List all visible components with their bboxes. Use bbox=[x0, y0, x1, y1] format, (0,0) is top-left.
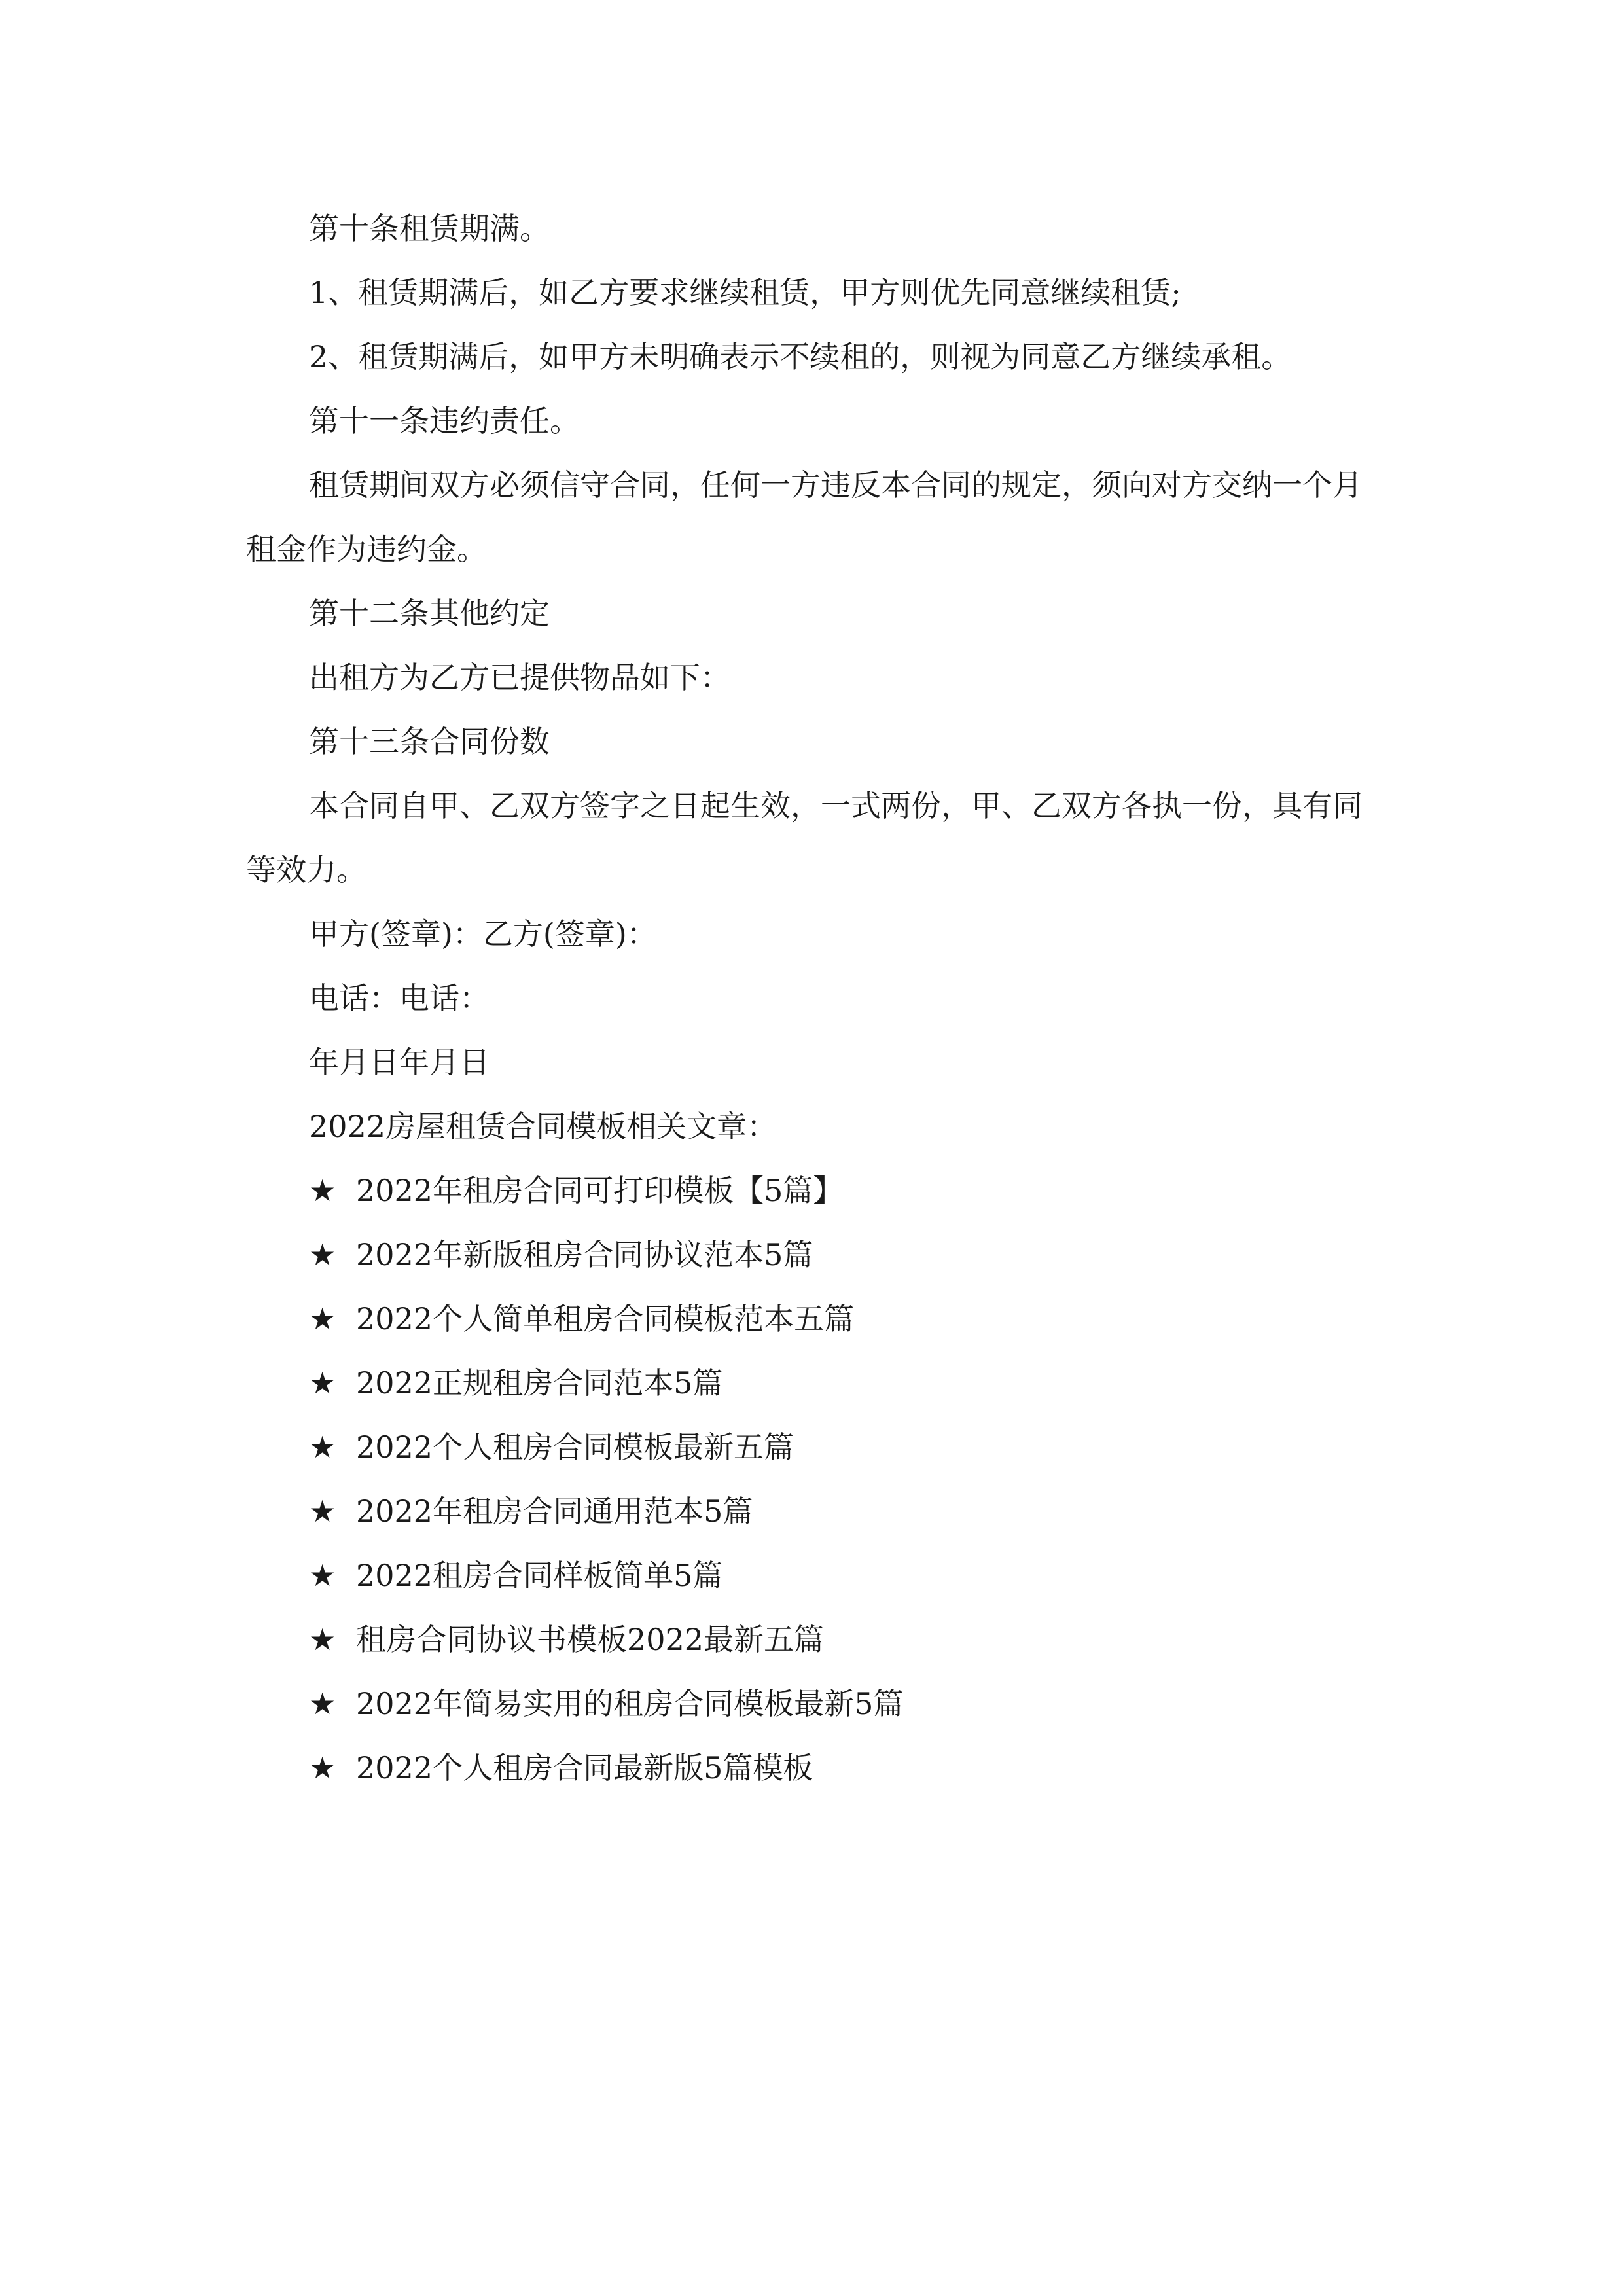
related-article-title: 2022年租房合同通用范本5篇 bbox=[356, 1494, 753, 1529]
article-12-heading: 第十二条其他约定 bbox=[309, 596, 550, 631]
article-10-heading: 第十条租赁期满。 bbox=[309, 211, 550, 246]
related-articles-list bbox=[246, 1158, 1385, 1800]
related-article-title: 2022年简易实用的租房合同模板最新5篇 bbox=[356, 1686, 904, 1721]
related-article-link[interactable] bbox=[246, 1543, 1385, 1607]
related-article-link[interactable] bbox=[246, 1736, 1385, 1800]
related-article-title: 2022年新版租房合同协议范本5篇 bbox=[356, 1237, 813, 1272]
related-article-title: 租房合同协议书模板2022最新五篇 bbox=[356, 1622, 825, 1657]
related-article-title: 2022租房合同样板简单5篇 bbox=[356, 1558, 723, 1593]
related-article-title: 2022个人租房合同最新版5篇模板 bbox=[356, 1750, 813, 1785]
article-13-heading: 第十三条合同份数 bbox=[309, 724, 550, 759]
star-icon: ★ bbox=[309, 1301, 336, 1336]
related-article-link[interactable] bbox=[246, 1607, 1385, 1672]
star-icon: ★ bbox=[309, 1686, 336, 1721]
related-article-link[interactable] bbox=[246, 1351, 1385, 1415]
related-article-link[interactable] bbox=[246, 1672, 1385, 1736]
star-icon: ★ bbox=[309, 1622, 336, 1657]
star-icon: ★ bbox=[309, 1558, 336, 1593]
related-articles-heading: 2022房屋租赁合同模板相关文章： bbox=[309, 1109, 777, 1144]
article-11-text: 租赁期间双方必须信守合同，任何一方违反本合同的规定，须向对方交纳一个月租金作为违约金。 bbox=[246, 467, 1363, 567]
signature-line: 甲方(签章)：乙方(签章)： bbox=[309, 916, 657, 952]
star-icon: ★ bbox=[309, 1365, 336, 1401]
related-article-link[interactable] bbox=[246, 1415, 1385, 1479]
related-article-title: 2022个人租房合同模板最新五篇 bbox=[356, 1429, 794, 1465]
star-icon: ★ bbox=[309, 1494, 336, 1529]
phone-line: 电话：电话： bbox=[309, 980, 490, 1016]
related-article-link[interactable] bbox=[246, 1223, 1385, 1287]
related-article-title: 2022正规租房合同范本5篇 bbox=[356, 1365, 723, 1401]
date-line: 年月日年月日 bbox=[309, 1045, 490, 1080]
article-13-text: 本合同自甲、乙双方签字之日起生效，一式两份，甲、乙双方各执一份，具有同等效力。 bbox=[246, 788, 1363, 888]
star-icon: ★ bbox=[309, 1237, 336, 1272]
related-article-link[interactable] bbox=[246, 1158, 1385, 1223]
star-icon: ★ bbox=[309, 1173, 336, 1208]
article-10-clause-1: 1、租赁期满后，如乙方要求继续租赁，甲方则优先同意继续租赁; bbox=[309, 275, 1181, 310]
star-icon: ★ bbox=[309, 1750, 336, 1785]
star-icon: ★ bbox=[309, 1429, 336, 1465]
related-article-title: 2022年租房合同可打印模板【5篇】 bbox=[356, 1173, 844, 1208]
document-body bbox=[246, 196, 1385, 1800]
article-11-heading: 第十一条违约责任。 bbox=[309, 403, 580, 439]
related-article-title: 2022个人简单租房合同模板范本五篇 bbox=[356, 1301, 855, 1336]
article-10-clause-2: 2、租赁期满后，如甲方未明确表示不续租的，则视为同意乙方继续承租。 bbox=[309, 339, 1292, 374]
related-article-link[interactable] bbox=[246, 1479, 1385, 1543]
related-article-link[interactable] bbox=[246, 1287, 1385, 1351]
article-12-text: 出租方为乙方已提供物品如下： bbox=[309, 660, 730, 695]
